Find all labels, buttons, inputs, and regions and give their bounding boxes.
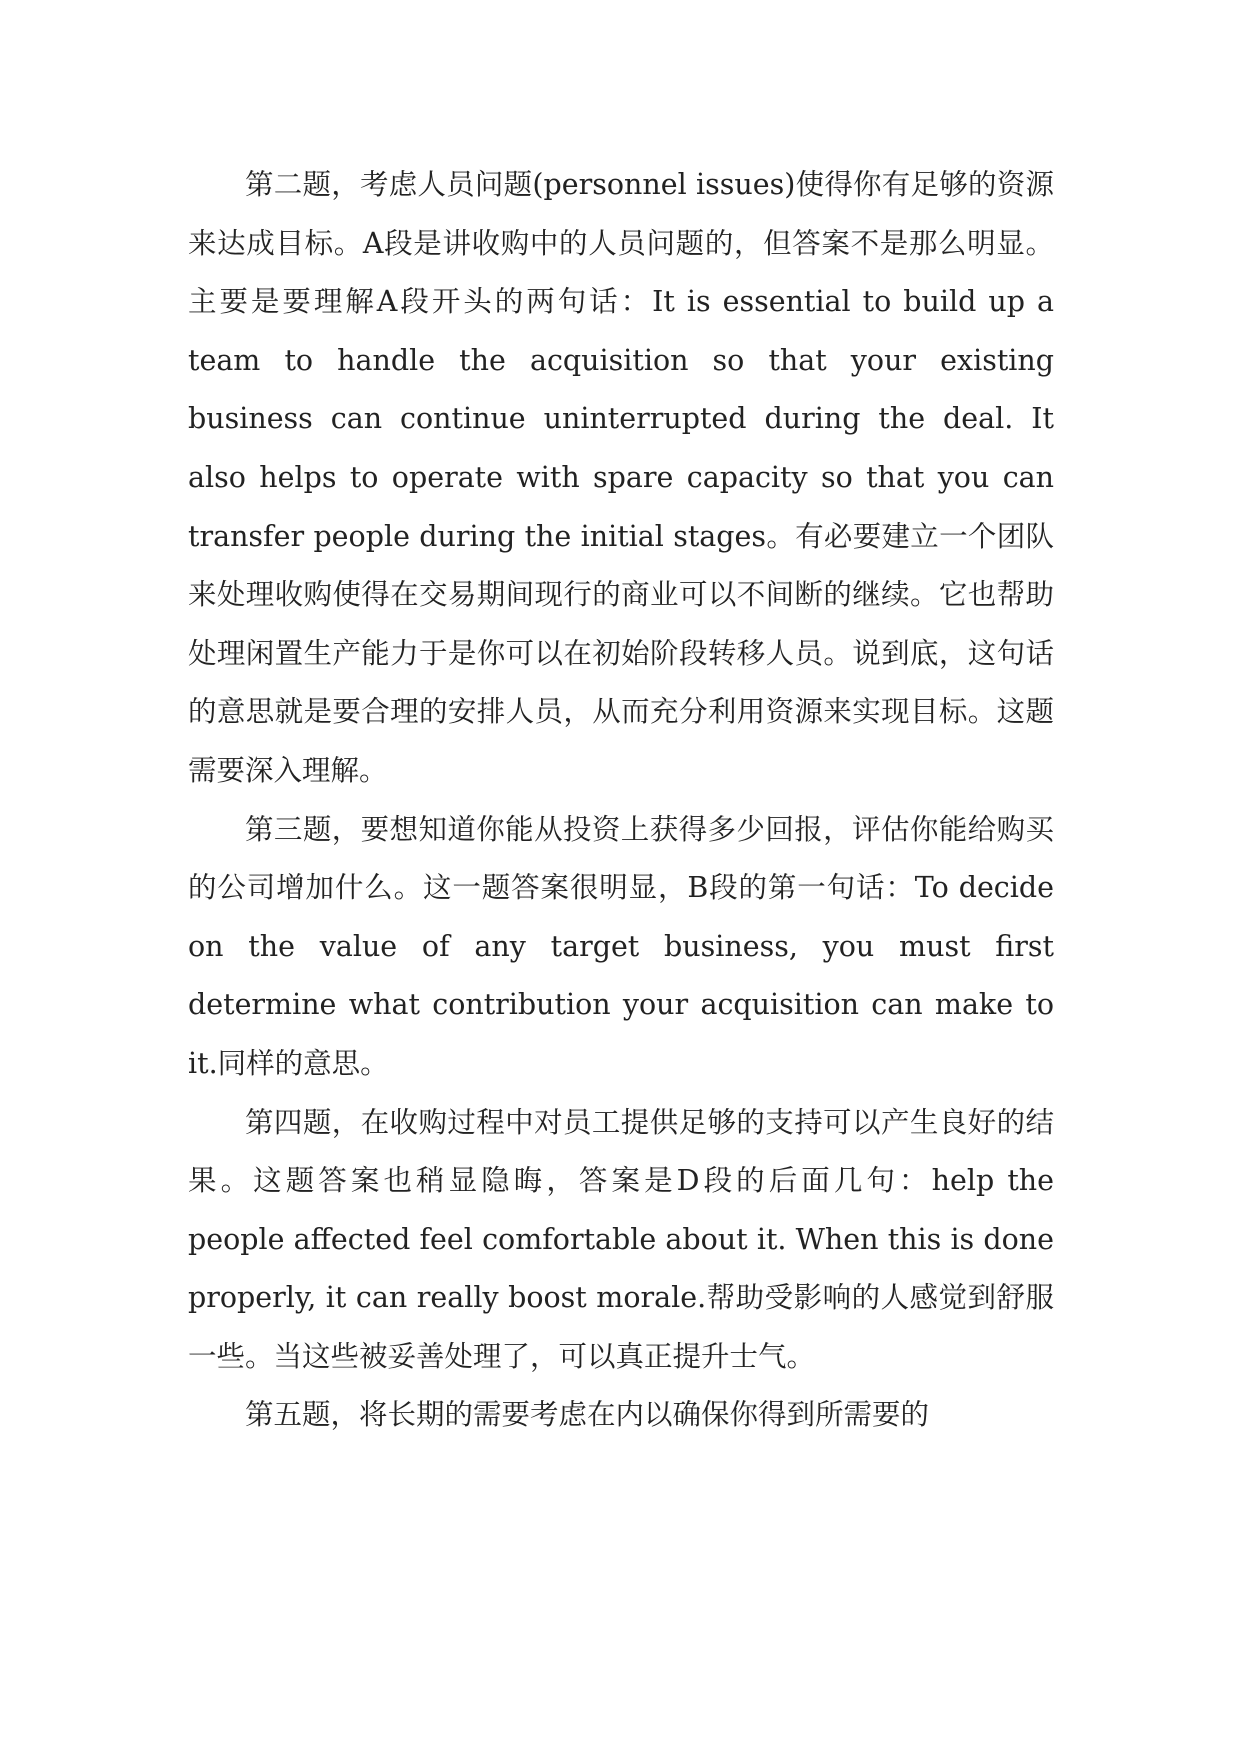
paragraph-question-5: 第五题，将长期的需要考虑在内以确保你得到所需要的 (245, 1398, 930, 1432)
paragraph-question-3: 第三题，要想知道你能从投资上获得多少回报，评估你能给购买的公司增加什么。这一题答案很明显，B段的第一句话：To decide on the value of any target business, you must first determine what contribution your acquisition can make to it.同样的意思。 (188, 812, 1054, 1080)
document-body (188, 156, 1054, 1445)
paragraph-question-2: 第二题，考虑人员问题(personnel issues)使得你有足够的资源来达成目标。A段是讲收购中的人员问题的，但答案不是那么明显。主要是要理解A段开头的两句话：It is essential to build up a team to handle the acquisition so that your existing business can continue uninterrupted during the deal. It also helps to operate with spare capacity so that you can transfer people during the initial stages。有必要建立一个团队来处理收购使得在交易期间现行的商业可以不间断的继续。它也帮助处理闲置生产能力于是你可以在初始阶段转移人员。说到底，这句话的意思就是要合理的安排人员，从而充分利用资源来实现目标。这题需要深入理解。 (188, 168, 1054, 787)
paragraph-question-4: 第四题，在收购过程中对员工提供足够的支持可以产生良好的结果。这题答案也稍显隐晦，答案是D段的后面几句：help the people affected feel comfortable about it. When this is done properly, it can really boost morale.帮助受影响的人感觉到舒服一些。当这些被妥善处理了，可以真正提升士气。 (188, 1105, 1054, 1373)
